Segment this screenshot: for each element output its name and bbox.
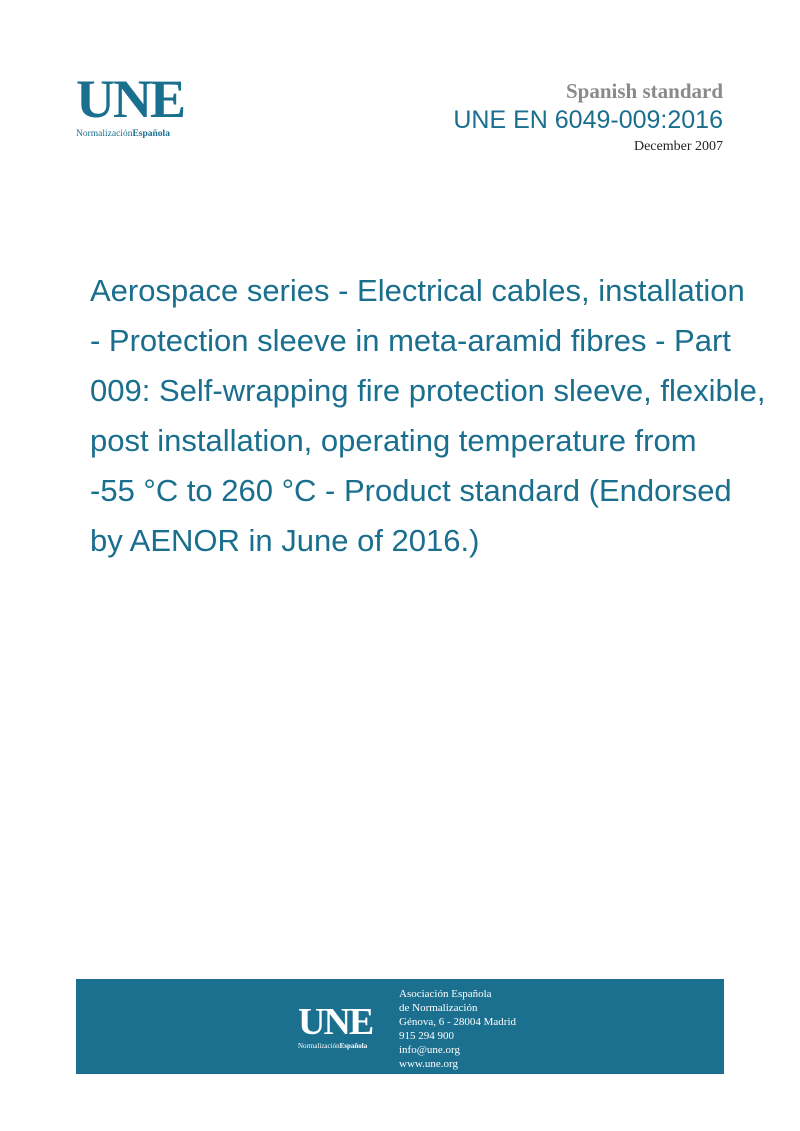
title-line: Aerospace series - Electrical cables, installation: [90, 273, 745, 308]
title-line: by AENOR in June of 2016.): [90, 523, 480, 558]
document-title: [90, 266, 790, 566]
standard-code: UNE EN 6049-009:2016: [453, 106, 723, 134]
footer-logo-subtitle: [298, 1042, 388, 1051]
address-line-org: Asociación Española: [399, 988, 492, 1000]
title-line: 009: Self-wrapping fire protection sleeve, flexible,: [90, 373, 766, 408]
footer-logo-subtitle-regular: Normalización: [298, 1042, 340, 1050]
footer-logo-subtitle-bold: Española: [339, 1042, 368, 1050]
logo-subtitle: [76, 129, 196, 140]
logo-subtitle-bold: Española: [132, 129, 170, 139]
logo-mark: UNE: [76, 69, 185, 129]
address-line-street: Génova, 6 - 28004 Madrid: [399, 1016, 517, 1028]
address-line-phone: 915 294 900: [399, 1030, 454, 1042]
standard-kind: Spanish standard: [566, 79, 723, 103]
une-logo: [76, 69, 196, 142]
title-line: - Protection sleeve in meta-aramid fibres - Part: [90, 323, 731, 358]
footer-une-logo: [298, 1003, 388, 1053]
title-line: -55 °C to 260 °C - Product standard (Endorsed: [90, 473, 732, 508]
address-line-email: info@une.org: [399, 1044, 460, 1056]
standard-header: [383, 78, 723, 158]
footer-logo-mark: UNE: [298, 1001, 373, 1043]
address-line-org-2: de Normalización: [399, 1002, 478, 1014]
footer-banner: [76, 979, 724, 1074]
logo-subtitle-regular: Normalización: [76, 129, 133, 139]
title-line: post installation, operating temperature from: [90, 423, 697, 458]
address-line-website: www.une.org: [399, 1058, 458, 1070]
standard-date: December 2007: [633, 139, 723, 154]
footer-address: [399, 987, 516, 1071]
